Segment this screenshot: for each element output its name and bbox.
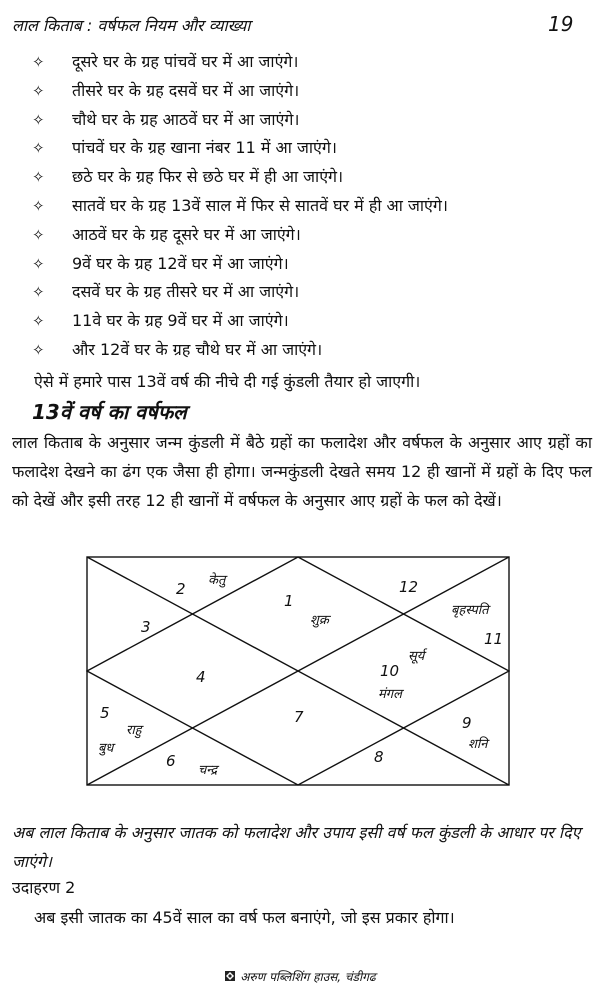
list-item: ✧ पांचवें घर के ग्रह खाना नंबर 11 में आ जाएंगे।: [32, 134, 592, 163]
planet-label: राहु: [126, 723, 142, 738]
bullet-icon: ✧: [32, 340, 45, 359]
house-number: 3: [141, 618, 151, 636]
bullet-icon: ✧: [32, 254, 45, 273]
example-text: अब इसी जातक का 45वें साल का वर्ष फल बनाएंगे, जो इस प्रकार होगा।: [34, 908, 455, 927]
house-number: 4: [196, 668, 206, 686]
planet-label: मंगल: [378, 687, 402, 702]
list-item: ✧ और 12वें घर के ग्रह चौथे घर में आ जाएंगे।: [32, 336, 592, 365]
bullet-icon: ✧: [32, 225, 45, 244]
house-number: 7: [294, 708, 304, 726]
rules-list: [32, 48, 592, 365]
list-item: ✧ दसवें घर के ग्रह तीसरे घर में आ जाएंगे।: [32, 278, 592, 307]
publisher-footer: [0, 968, 600, 985]
body-paragraph: लाल किताब के अनुसार जन्म कुंडली में बैठे ग्रहों का फलादेश और वर्षफल के अनुसार आए ग्रहों का फलादेश देखने का ढंग एक जैसा ही होगा। जन्मकुंडली देखते समय 12 ही खानों में ग्रहों के दिए फल को देखें और इसी तरह 12 ही खानों में वर्षफल के अनुसार आए ग्रहों के फल को देखें।: [12, 433, 592, 510]
page-number: 19: [548, 12, 574, 36]
list-item: ✧ चौथे घर के ग्रह आठवें घर में आ जाएंगे।: [32, 106, 592, 135]
list-item: ✧ दूसरे घर के ग्रह पांचवें घर में आ जाएंगे।: [32, 48, 592, 77]
bullet-icon: ✧: [32, 196, 45, 215]
bullet-icon: ✧: [32, 110, 45, 129]
publisher-logo-icon: [224, 970, 240, 984]
planet-label: बुध: [98, 741, 114, 756]
bullet-icon: ✧: [32, 168, 45, 187]
bullet-icon: ✧: [32, 53, 45, 71]
house-number: 2: [176, 580, 186, 598]
list-item: ✧ सातवें घर के ग्रह 13वें साल में फिर से सातवें घर में ही आ जाएंगे।: [32, 192, 592, 221]
list-item: ✧ आठवें घर के ग्रह दूसरे घर में आ जाएंगे।: [32, 221, 592, 250]
list-item: ✧ छठे घर के ग्रह फिर से छठे घर में ही आ जाएंगे।: [32, 163, 592, 192]
planet-label: बृहस्पति: [451, 603, 489, 618]
varshphal-kundli-chart: [86, 556, 510, 786]
planet-label: शनि: [468, 737, 488, 752]
bullet-icon: ✧: [32, 312, 45, 331]
planet-label: केतु: [208, 573, 226, 588]
house-number: 10: [380, 662, 400, 680]
list-item: ✧ तीसरे घर के ग्रह दसवें घर में आ जाएंगे।: [32, 77, 592, 106]
running-header-title: लाल किताब : वर्षफल नियम और व्याख्या: [12, 16, 251, 35]
house-number: 12: [399, 578, 419, 596]
house-number: 6: [166, 752, 176, 770]
summary-line: ऐसे में हमारे पास 13वें वर्ष की नीचे दी गई कुंडली तैयार हो जाएगी।: [34, 372, 421, 391]
italic-note: अब लाल किताब के अनुसार जातक को फलादेश और उपाय इसी वर्ष फल कुंडली के आधार पर दिए जाएंगे।: [12, 823, 581, 871]
planet-label: सूर्य: [408, 649, 425, 664]
bullet-icon: ✧: [32, 283, 45, 302]
section-heading: 13वें वर्ष का वर्षफल: [32, 400, 187, 424]
planet-label: चन्द्र: [198, 763, 218, 778]
chart-grid: [87, 557, 509, 785]
house-number: 5: [100, 704, 110, 722]
list-item: ✧ 11वे घर के ग्रह 9वें घर में आ जाएंगे।: [32, 307, 592, 336]
publisher-name: अरुण पब्लिशिंग हाउस, चंडीगढ: [240, 970, 376, 984]
house-number: 8: [374, 748, 384, 766]
house-number: 11: [484, 630, 504, 648]
planet-label: शुक्र: [310, 613, 329, 628]
list-item: ✧ 9वें घर के ग्रह 12वें घर में आ जाएंगे।: [32, 250, 592, 279]
bullet-icon: ✧: [32, 139, 45, 158]
house-number: 9: [462, 714, 472, 732]
example-title: उदाहरण 2: [12, 878, 76, 897]
house-number: 1: [284, 592, 294, 610]
bullet-icon: ✧: [32, 81, 45, 100]
